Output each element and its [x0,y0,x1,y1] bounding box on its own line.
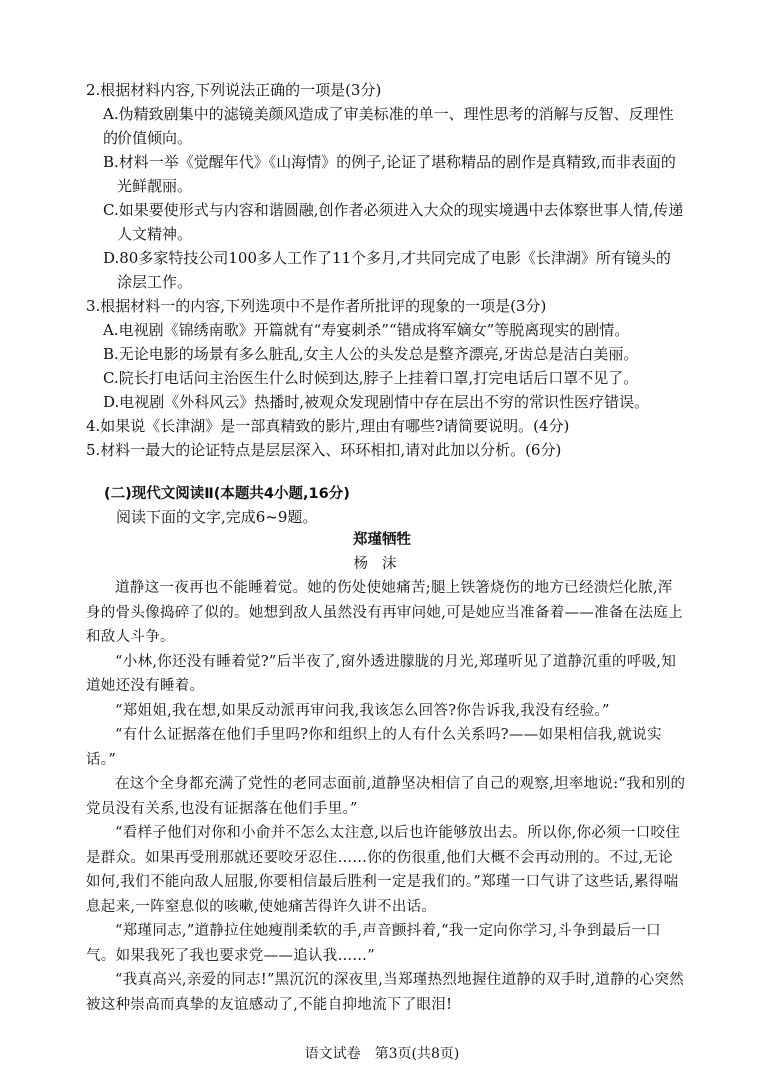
q2-option-c-cont: 人文精神。 [117,225,193,243]
option-letter: B. [103,345,119,363]
story-author: 杨沫 [353,556,411,572]
q2-option-a-cont: 价值倾向。 [117,129,193,147]
option-letter: D. [103,249,120,267]
q2-option-b-cont: 光鲜靓丽。 [117,177,193,195]
question-5: 5.材料一最大的论证特点是层层深入、环环相扣,请对此加以分析。(6分) [86,441,562,459]
q3-option-b [103,342,686,366]
story-body [86,576,686,1017]
option-letter: A. [103,105,119,123]
option-text: 电视剧《外科风云》热播时,被观众发现剧情中存在层出不穷的常识性医疗错误。 [119,393,650,411]
story-paragraph: “我真高兴,亲爱的同志!”黑沉沉的深夜里,当郑瑾热烈地握住道静的双手时,道静的心突然被这种崇高而真挚的友谊感动了,不能自抑地流下了眼泪! [86,972,685,1013]
option-letter: C. [103,201,119,219]
option-text: 80多家特技公司100多人工作了11个多月,才共同完成了电影《长津湖》所有镜头的 [119,249,671,267]
question-4: 4.如果说《长津湖》是一部真精致的影片,理由有哪些?请简要说明。(4分) [86,417,570,435]
story-paragraph: “郑瑾同志,”道静拉住她瘦削柔软的手,声音颤抖着,“我一定向你学习,斗争到最后一口气。如果我死了我也要求党——追认我……” [86,923,661,964]
story-paragraph: “郑姐姐,我在想,如果反动派再审问我,我该怎么回答?你告诉我,我没有经验。” [115,702,610,719]
section-heading: (二)现代文阅读Ⅱ(本题共4小题,16分) [104,486,350,502]
option-text: 电视剧《锦绣南歌》开篇就有“寿宴刺杀”“错成将军嫡女”等脱离现实的剧情。 [118,321,630,339]
option-letter: C. [103,369,119,387]
option-text: 院长打电话问主治医生什么时候到达,脖子上挂着口罩,打完电话后口罩不见了。 [118,369,639,387]
question-2-stem: 2.根据材料内容,下列说法正确的一项是(3分) [86,81,382,99]
option-letter: D. [103,393,120,411]
option-letter: A. [103,321,119,339]
story-paragraph: “有什么证据落在他们手里吗?你和组织上的人有什么关系吗?——如果相信我,就说实话。” [86,727,662,768]
q3-option-a [103,318,686,342]
story-title: 郑瑾牺牲 [353,532,411,548]
question-3-stem: 3.根据材料一的内容,下列选项中不是作者所批评的现象的一项是(3分) [86,297,547,315]
section-instruction: 阅读下面的文字,完成6~9题。 [116,508,318,526]
page-footer: 语文试卷 第3页(共8页) [304,1046,460,1062]
option-text: 如果要使形式与内容和谐圆融,创作者必须进入大众的现实境遇中去体察世事人情,传递 [118,201,684,219]
q3-option-d [103,390,686,414]
option-text: 伪精致剧集中的滤镜美颜风造成了审美标准的单一、理性思考的消解与反智、反理性的 [103,105,674,147]
q2-option-d-cont: 涂层工作。 [117,273,193,291]
story-paragraph: “看样子他们对你和小俞并不怎么太注意,以后也许能够放出去。所以你,你必须一口咬住是群众。如果再受刑那就还要咬牙忍住……你的伤很重,他们大概不会再动刑的。不过,无论如何,我们不能向敌人屈服,你要相信最后胜利一定是我们的。”郑瑾一口气讲了这些话,累得喘息起来,一阵窒息似的咳嗽,使她痛苦得许久讲不出话。 [86,825,681,915]
story-paragraph: “小林,你还没有睡着觉?”后半夜了,窗外透进朦胧的月光,郑瑾听见了道静沉重的呼吸,知道她还没有睡着。 [86,653,677,694]
option-letter: B. [103,153,119,171]
q2-option-c [103,198,686,222]
q2-option-d [103,246,686,270]
q2-option-b [103,150,686,174]
story-paragraph: 道静这一夜再也不能睡着觉。她的伤处使她痛苦;腿上铁箸烧伤的地方已经溃烂化脓,浑身的骨头像捣碎了似的。她想到敌人虽然没有再审问她,可是她应当准备着——准备在法庭上和敌人斗争。 [86,580,683,645]
option-text: 无论电影的场景有多么脏乱,女主人公的头发总是整齐漂亮,牙齿总是洁白美丽。 [118,345,639,363]
q3-option-c [103,366,686,390]
story-paragraph: 在这个全身都充满了党性的老同志面前,道静坚决相信了自己的观察,坦率地说:“我和别的党员没有关系,也没有证据落在他们手里。” [86,776,686,817]
option-text: 材料一举《觉醒年代》《山海情》的例子,论证了堪称精品的剧作是真精致,而非表面的 [118,153,676,171]
